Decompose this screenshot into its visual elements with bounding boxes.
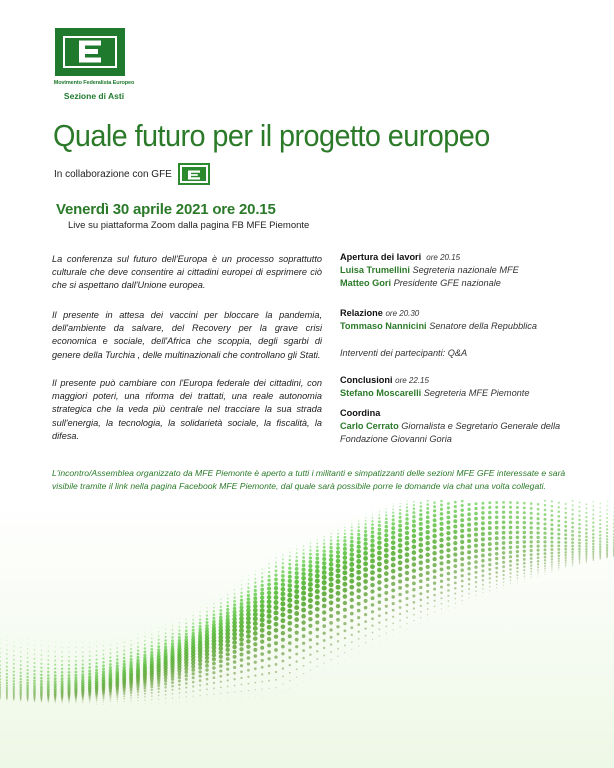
section-heading: Coordina [340, 407, 381, 418]
speaker-role: Presidente GFE nazionale [393, 278, 501, 289]
e-letter-icon [185, 168, 203, 182]
time-label: ore 20.30 [385, 308, 420, 318]
program [340, 251, 570, 456]
time-label: ore 20.15 [426, 253, 461, 262]
program-apertura [340, 251, 570, 291]
collab-label: In collaborazione con GFE [54, 169, 172, 180]
green-dotted-wave [0, 500, 614, 768]
program-conclusioni [340, 374, 570, 400]
section-heading: Apertura dei lavori [340, 252, 422, 262]
speaker-name: Matteo Gori [340, 278, 392, 289]
speaker-role: Segreteria MFE Piemonte [423, 388, 530, 399]
section-heading: Relazione [340, 307, 383, 318]
section-heading: Conclusioni [340, 375, 393, 386]
speaker-name: Carlo Cerrato [340, 420, 399, 431]
speaker-name: Luisa Trumellini [340, 265, 410, 276]
body-paragraph: Il presente in attesa dei vaccini per bloccare la pandemia, dell'ambiente da salvare, del Recovery per la grave crisi economica e sociale, dell'Africa che scoppia, degli sgarbi di genere della Turchia , delle multinazionali che controllano gli Stati. [52, 310, 322, 360]
speaker-role: Giornalista e Segretario Generale della Fondazione Giovanni Goria [340, 420, 561, 445]
program-coordina [340, 407, 570, 447]
body-paragraph: Il presente può cambiare con l'Europa federale dei cittadini, con maggiori poteri, una riforma dei trattati, una reale autonomia strategica che la veda più centrale nel tracciare la sua strada sull'energia, la tecnologia, la solidarietà sociale, la fiscalità, la difesa. [52, 378, 322, 441]
org-name: Movimento Federalista Europeo [53, 80, 135, 86]
page-title: Quale futuro per il progetto europeo [53, 118, 490, 153]
event-date: Venerdì 30 aprile 2021 ore 20.15 [56, 201, 276, 218]
speaker-name: Stefano Moscarelli [340, 388, 422, 399]
e-letter-icon [76, 37, 104, 65]
event-platform: Live su piattaforma Zoom dalla pagina FB MFE Piemonte [68, 220, 310, 231]
time-label: ore 22.15 [395, 376, 429, 386]
section-name: Sezione di Asti [63, 91, 125, 101]
mfe-logo-icon [55, 28, 125, 76]
speaker-role: Senatore della Repubblica [429, 320, 537, 331]
footer-note: L'incontro/Assemblea organizzato da MFE Piemonte è aperto a tutti i militanti e simpatizzanti delle sezioni MFE GFE interessate e sarà visibile tramite il link nella pagina Facebook MFE Piemonte, dal quale sarà possibile porre le domande via chat una volta collegati. [52, 468, 566, 491]
body-paragraph: La conferenza sul futuro dell'Europa è un processo soprattutto culturale che deve consentire ai cittadini europei di esprimere ciò che si aspettano dall'Unione europea. [52, 254, 322, 291]
speaker-name: Tommaso Nannicini [340, 320, 427, 331]
program-interventi: Interventi dei partecipanti: Q&A [340, 348, 468, 359]
speaker-role: Segreteria nazionale MFE [412, 265, 519, 276]
gfe-logo-icon [178, 163, 210, 185]
program-relazione [340, 307, 570, 333]
